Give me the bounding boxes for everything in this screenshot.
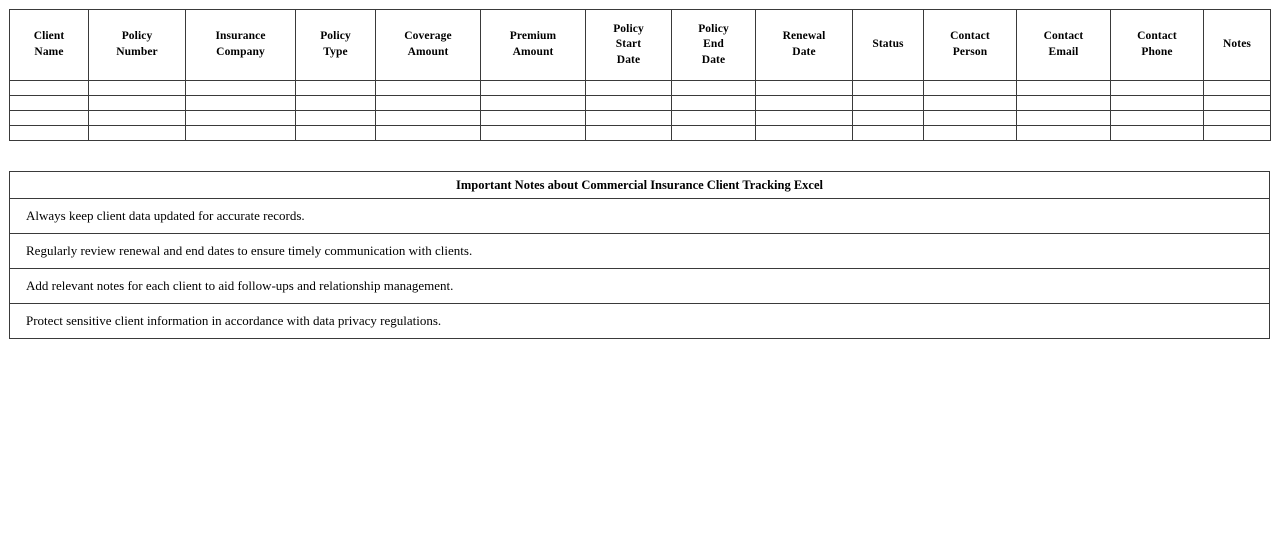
- data-cell[interactable]: [924, 81, 1017, 96]
- column-header-line: Insurance: [215, 30, 266, 43]
- column-header-line: Policy: [613, 22, 644, 35]
- data-cell[interactable]: [756, 81, 853, 96]
- data-cell[interactable]: [853, 111, 924, 126]
- data-cell[interactable]: [296, 81, 376, 96]
- column-header-line: Coverage: [404, 30, 452, 43]
- data-cell[interactable]: [924, 96, 1017, 111]
- data-cell[interactable]: [376, 96, 481, 111]
- data-cell[interactable]: [89, 111, 186, 126]
- column-header-policy-start-date: [586, 10, 672, 81]
- data-cell[interactable]: [376, 111, 481, 126]
- data-cell[interactable]: [756, 126, 853, 141]
- data-cell[interactable]: [1111, 81, 1204, 96]
- data-cell[interactable]: [89, 126, 186, 141]
- column-header-policy-number: [89, 10, 186, 81]
- data-cell[interactable]: [296, 111, 376, 126]
- table-row: [10, 111, 1271, 126]
- tracking-table-body: [10, 81, 1271, 141]
- data-cell[interactable]: [586, 96, 672, 111]
- data-cell[interactable]: [1017, 96, 1111, 111]
- column-header-line: End: [703, 38, 724, 51]
- data-cell[interactable]: [756, 111, 853, 126]
- data-cell[interactable]: [10, 111, 89, 126]
- column-header-line: Policy: [320, 30, 351, 43]
- column-header-line: Email: [1048, 46, 1079, 58]
- column-header-notes: [1204, 10, 1271, 81]
- data-cell[interactable]: [481, 81, 586, 96]
- column-header-line: Name: [34, 46, 64, 58]
- column-header-line: Type: [323, 46, 348, 58]
- data-cell[interactable]: [1017, 126, 1111, 141]
- column-header-line: Renewal: [782, 30, 826, 43]
- note-row: [10, 269, 1270, 304]
- data-cell[interactable]: [186, 111, 296, 126]
- data-cell[interactable]: [89, 81, 186, 96]
- column-header-line: Contact: [1137, 30, 1177, 43]
- column-header-line: Client: [33, 30, 65, 43]
- data-cell[interactable]: [481, 96, 586, 111]
- column-header-line: Policy: [698, 22, 729, 35]
- data-cell[interactable]: [756, 96, 853, 111]
- column-header-line: Premium: [509, 30, 557, 43]
- data-cell[interactable]: [1204, 126, 1271, 141]
- data-cell[interactable]: [1204, 111, 1271, 126]
- data-cell[interactable]: [481, 126, 586, 141]
- data-cell[interactable]: [10, 126, 89, 141]
- data-cell[interactable]: [296, 96, 376, 111]
- notes-table-body: [10, 199, 1270, 339]
- data-cell[interactable]: [1204, 81, 1271, 96]
- data-cell[interactable]: [186, 126, 296, 141]
- column-header-contact-person: [924, 10, 1017, 81]
- table-row: [10, 81, 1271, 96]
- column-header-line: Date: [792, 46, 816, 58]
- data-cell[interactable]: [1111, 111, 1204, 126]
- client-tracking-table: [9, 9, 1271, 141]
- table-row: [10, 126, 1271, 141]
- data-cell[interactable]: [586, 81, 672, 96]
- note-row: [10, 199, 1270, 234]
- table-row: [10, 96, 1271, 111]
- data-cell[interactable]: [853, 81, 924, 96]
- data-cell[interactable]: [1111, 96, 1204, 111]
- tracking-table-header-row: [10, 10, 1271, 81]
- column-header-line: Notes: [1223, 38, 1251, 51]
- tracking-table-header: [10, 10, 1271, 81]
- column-header-renewal-date: [756, 10, 853, 81]
- data-cell[interactable]: [672, 96, 756, 111]
- column-header-status: [853, 10, 924, 81]
- column-header-premium-amount: [481, 10, 586, 81]
- column-header-line: Date: [701, 53, 726, 66]
- note-text: Regularly review renewal and end dates to ensure timely communication with clients.: [10, 234, 1270, 269]
- data-cell[interactable]: [10, 96, 89, 111]
- column-header-line: Company: [216, 46, 265, 58]
- data-cell[interactable]: [376, 126, 481, 141]
- column-header-line: Person: [952, 46, 988, 58]
- important-notes-table: [9, 171, 1270, 339]
- data-cell[interactable]: [1017, 81, 1111, 96]
- data-cell[interactable]: [10, 81, 89, 96]
- column-header-policy-type: [296, 10, 376, 81]
- notes-panel-title: Important Notes about Commercial Insurance Client Tracking Excel: [10, 172, 1270, 199]
- column-header-line: Amount: [512, 46, 554, 58]
- data-cell[interactable]: [1111, 126, 1204, 141]
- data-cell[interactable]: [853, 96, 924, 111]
- data-cell[interactable]: [924, 126, 1017, 141]
- data-cell[interactable]: [296, 126, 376, 141]
- data-cell[interactable]: [481, 111, 586, 126]
- column-header-coverage-amount: [376, 10, 481, 81]
- data-cell[interactable]: [376, 81, 481, 96]
- note-text: Add relevant notes for each client to aid follow-ups and relationship management.: [10, 269, 1270, 304]
- column-header-line: Status: [872, 38, 904, 51]
- data-cell[interactable]: [672, 126, 756, 141]
- column-header-line: Phone: [1141, 46, 1173, 58]
- data-cell[interactable]: [1204, 96, 1271, 111]
- column-header-contact-email: [1017, 10, 1111, 81]
- data-cell[interactable]: [924, 111, 1017, 126]
- column-header-line: Amount: [407, 46, 449, 58]
- note-text: Protect sensitive client information in accordance with data privacy regulations.: [10, 304, 1270, 339]
- data-cell[interactable]: [853, 126, 924, 141]
- note-row: [10, 234, 1270, 269]
- column-header-line: Contact: [1043, 30, 1084, 43]
- data-cell[interactable]: [89, 96, 186, 111]
- column-header-insurance-company: [186, 10, 296, 81]
- note-text: Always keep client data updated for accurate records.: [10, 199, 1270, 234]
- data-cell[interactable]: [586, 111, 672, 126]
- data-cell[interactable]: [1017, 111, 1111, 126]
- data-cell[interactable]: [186, 81, 296, 96]
- column-header-contact-phone: [1111, 10, 1204, 81]
- data-cell[interactable]: [672, 111, 756, 126]
- column-header-line: Policy: [121, 30, 153, 43]
- data-cell[interactable]: [672, 81, 756, 96]
- column-header-line: Contact: [950, 30, 990, 43]
- notes-title-row: [10, 172, 1270, 199]
- column-header-line: Number: [116, 46, 158, 58]
- column-header-policy-end-date: [672, 10, 756, 81]
- column-header-client-name: [10, 10, 89, 81]
- column-header-line: Start: [615, 38, 642, 51]
- note-row: [10, 304, 1270, 339]
- column-header-line: Date: [616, 53, 641, 66]
- notes-table-header: [10, 172, 1270, 199]
- data-cell[interactable]: [186, 96, 296, 111]
- data-cell[interactable]: [586, 126, 672, 141]
